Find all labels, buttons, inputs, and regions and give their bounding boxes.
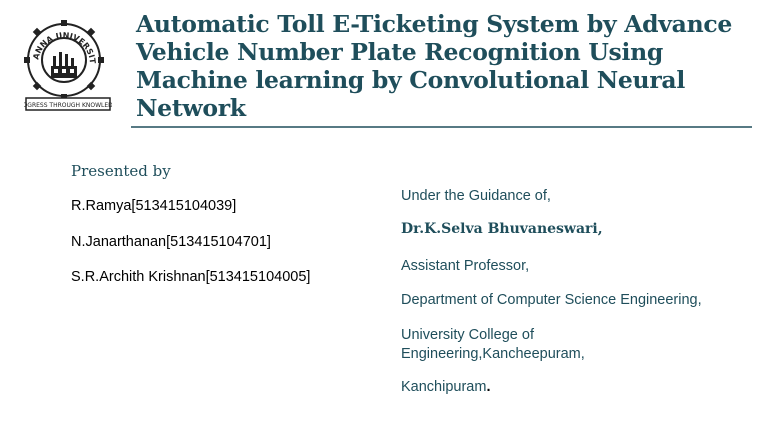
guide-designation: Assistant Professor, [401, 258, 530, 274]
student-1: R.Ramya[513415104039] [71, 198, 237, 214]
student-2: N.Janarthanan[513415104701] [71, 234, 271, 250]
guidance-heading: Under the Guidance of, [401, 188, 551, 204]
guide-city-period: . [486, 379, 491, 395]
presented-by-heading: Presented by [71, 162, 171, 180]
university-logo [24, 20, 112, 112]
anna-university-logo-icon [24, 20, 112, 112]
student-3: S.R.Archith Krishnan[513415104005] [71, 269, 311, 285]
guide-college: University College of Engineering,Kancheepuram, [401, 327, 585, 362]
guide-department: Department of Computer Science Engineering, [401, 292, 702, 308]
guide-city [401, 378, 490, 397]
title-divider [131, 126, 752, 128]
guide-city-text: Kanchipuram [401, 379, 487, 395]
guide-name: Dr.K.Selva Bhuvaneswari, [401, 221, 603, 237]
svg-text:PROGRESS THROUGH KNOWLEDGE: OGRESS THROUGH KNOWLED [24, 102, 112, 109]
slide-title: Automatic Toll E-Ticketing System by Advance Vehicle Number Plate Recognition Using Machine learning by Convolutional Neural Network [136, 10, 733, 122]
svg-text:ANNA UNIVERSITY: ANNA UNIVERSIT [31, 30, 98, 65]
